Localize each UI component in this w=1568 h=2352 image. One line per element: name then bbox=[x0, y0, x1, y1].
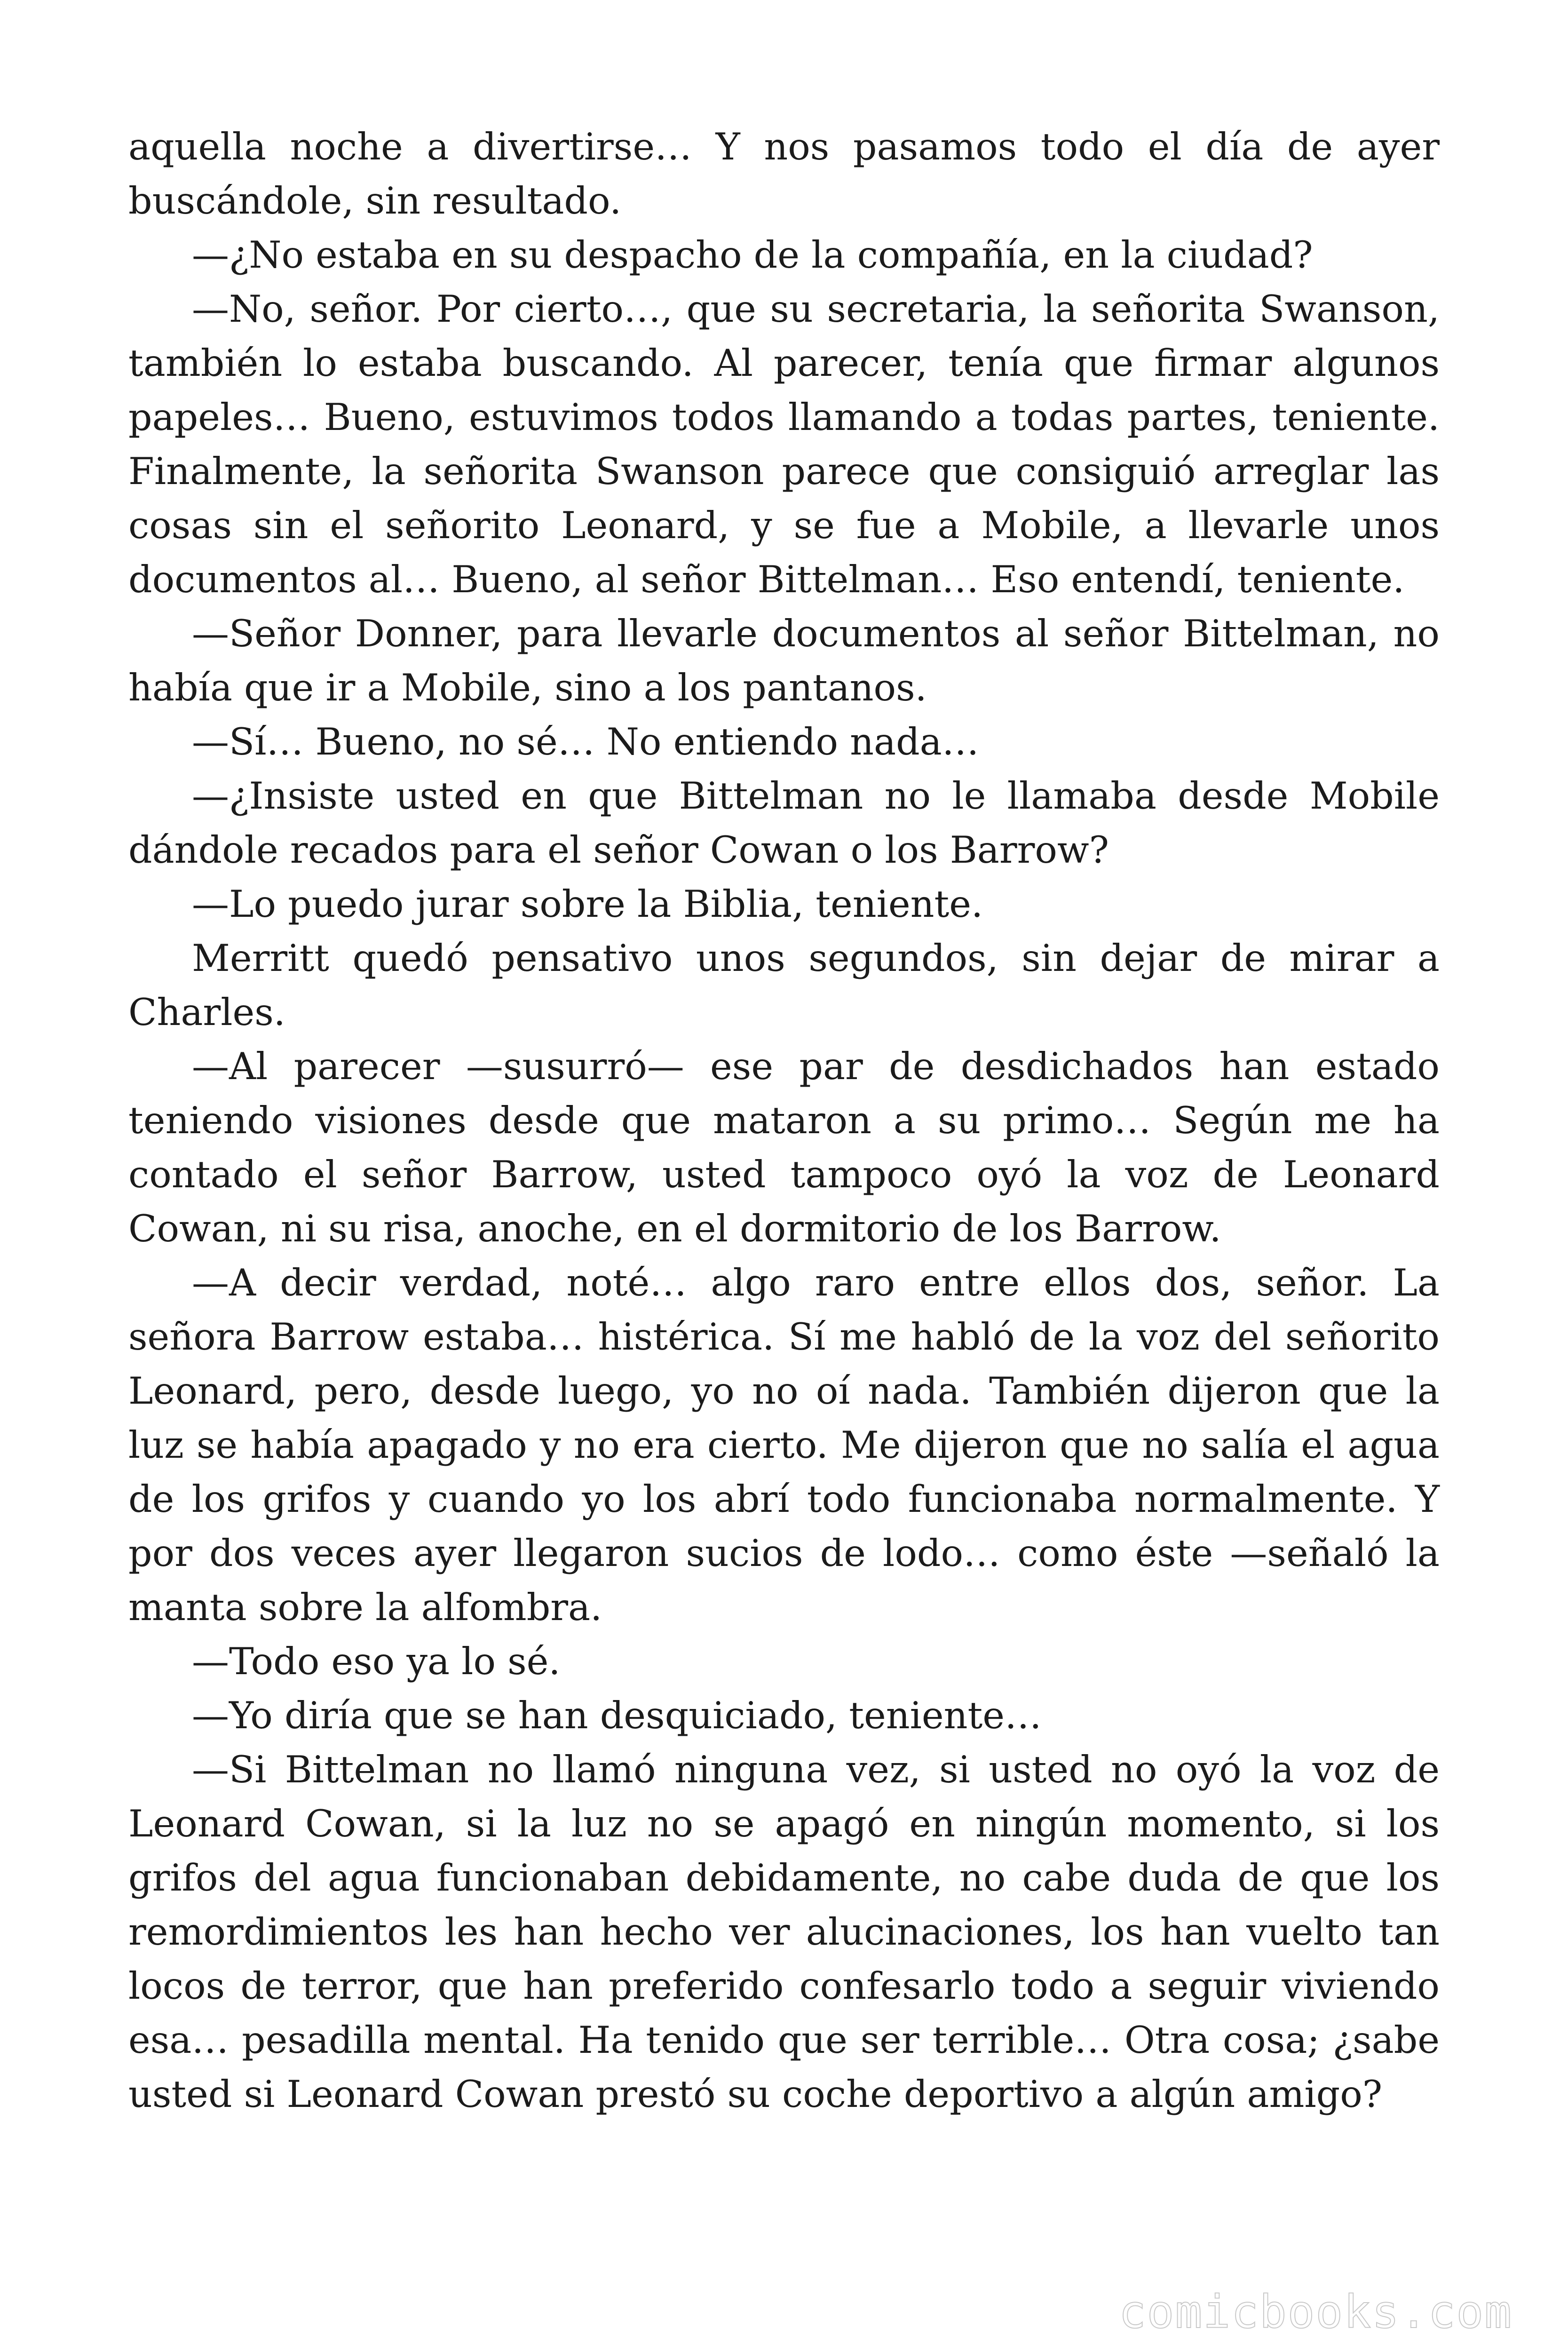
body-text bbox=[128, 120, 1440, 2122]
watermark-logo: comicbooks.com bbox=[1118, 2286, 1513, 2338]
paragraph: Merritt quedó pensativo unos segundos, sin dejar de mirar a Charles. bbox=[128, 937, 1440, 1034]
paragraph: —Si Bittelman no llamó ninguna vez, si usted no oyó la voz de Leonard Cowan, si la luz no se apagó en ningún momento, si los grifos del agua funcionaban debidamente, no cabe duda de que los remordimientos les han hecho ver alucinaciones, los han vuelto tan locos de terror, que han preferido confesarlo todo a seguir viviendo esa… pesadilla mental. Ha tenido que ser terrible… Otra cosa; ¿sabe usted si Leonard Cowan prestó su coche deportivo a algún amigo? bbox=[128, 1748, 1440, 2116]
paragraph: —No, señor. Por cierto…, que su secretaria, la señorita Swanson, también lo estaba buscando. Al parecer, tenía que firmar algunos papeles… Bueno, estuvimos todos llamando a todas partes, teniente. Finalmente, la señorita Swanson parece que consiguió arreglar las cosas sin el señorito Leonard, y se fue a Mobile, a llevarle unos documentos al… Bueno, al señor Bittelman… Eso entendí, teniente. bbox=[128, 287, 1440, 601]
paragraph: —Al parecer —susurró— ese par de desdichados han estado teniendo visiones desde que mataron a su primo… Según me ha contado el señor Barrow, usted tampoco oyó la voz de Leonard Cowan, ni su risa, anoche, en el dormitorio de los Barrow. bbox=[128, 1045, 1440, 1250]
paragraph: —Yo diría que se han desquiciado, teniente… bbox=[192, 1694, 1042, 1737]
paragraph: —Lo puedo jurar sobre la Biblia, teniente. bbox=[192, 882, 983, 926]
paragraph: aquella noche a divertirse… Y nos pasamos todo el día de ayer buscándole, sin resultado. bbox=[128, 125, 1440, 222]
paragraph: —¿No estaba en su despacho de la compañía, en la ciudad? bbox=[192, 233, 1313, 277]
paragraph: —A decir verdad, noté… algo raro entre ellos dos, señor. La señora Barrow estaba… histérica. Sí me habló de la voz del señorito Leonard, pero, desde luego, yo no oí nada. También dijeron que la luz se había apagado y no era cierto. Me dijeron que no salía el agua de los grifos y cuando yo los abrí todo funcionaba normalmente. Y por dos veces ayer llegaron sucios de lodo… como éste —señaló la manta sobre la alfombra. bbox=[128, 1261, 1440, 1629]
paragraph: —Señor Donner, para llevarle documentos al señor Bittelman, no había que ir a Mobile, sino a los pantanos. bbox=[128, 612, 1440, 709]
paragraph: —¿Insiste usted en que Bittelman no le llamaba desde Mobile dándole recados para el señor Cowan o los Barrow? bbox=[128, 774, 1440, 872]
paragraph: —Todo eso ya lo sé. bbox=[192, 1640, 561, 1683]
paragraph: —Sí… Bueno, no sé… No entiendo nada… bbox=[192, 720, 979, 763]
